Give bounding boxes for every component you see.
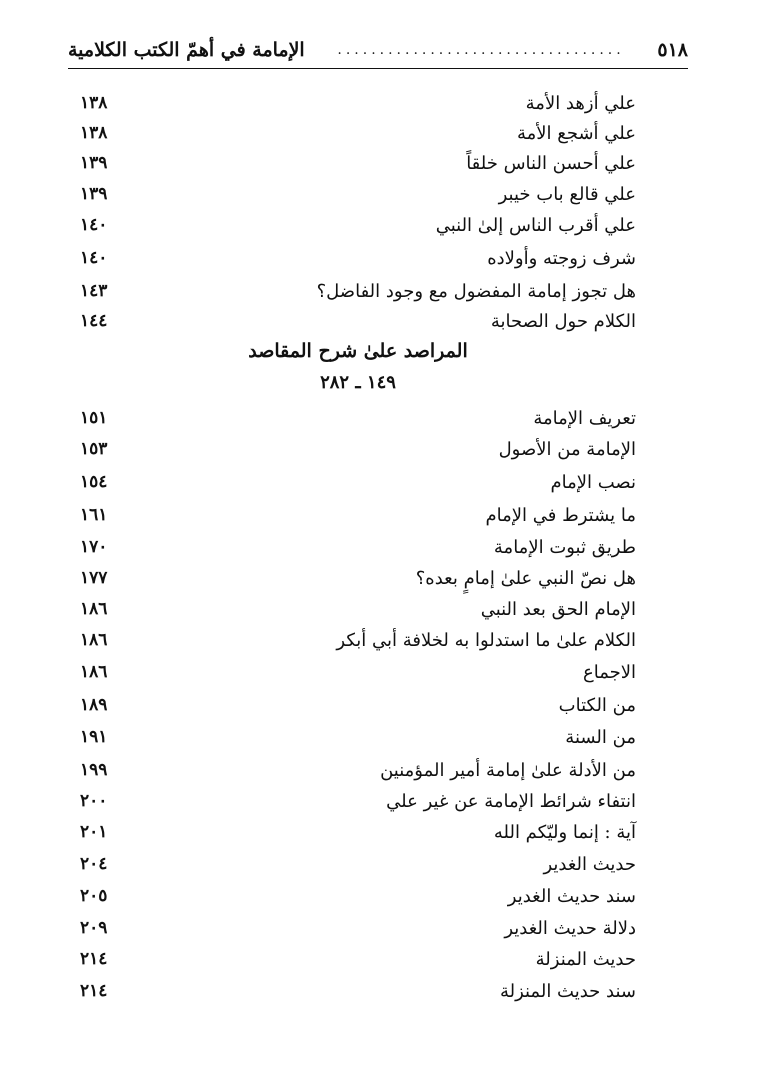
entry-title: من الكتاب	[558, 694, 636, 716]
index-entry	[80, 944, 636, 974]
entry-page: ١٨٩	[80, 695, 108, 715]
leader-dots: ..................................	[337, 42, 625, 58]
entry-page: ٢٠١	[80, 822, 108, 842]
entry-title: علي أقرب الناس إلىٰ النبي	[435, 214, 636, 236]
entry-title: من الأدلة علىٰ إمامة أمير المؤمنين	[380, 759, 636, 781]
entry-page: ١٤٣	[80, 281, 108, 301]
entry-title: علي أزهد الأمة	[525, 92, 636, 114]
entry-title: الإمام الحق بعد النبي	[480, 598, 636, 620]
index-entry	[80, 276, 636, 306]
entry-page: ١٤٠	[80, 248, 108, 268]
index-entry	[80, 500, 636, 530]
entry-title: من السنة	[565, 726, 636, 748]
entry-page: ١٣٨	[80, 123, 108, 143]
index-entry	[80, 849, 636, 879]
entry-page: ١٨٦	[80, 662, 108, 682]
entry-title: حديث المنزلة	[535, 948, 636, 970]
index-entry	[80, 881, 636, 911]
index-entry	[80, 690, 636, 720]
header-rule	[68, 68, 688, 69]
entry-page: ١٣٩	[80, 153, 108, 173]
entry-page: ١٣٨	[80, 93, 108, 113]
entry-page: ٢٠٥	[80, 886, 108, 906]
entry-title: هل تجوز إمامة المفضول مع وجود الفاضل؟	[316, 280, 636, 302]
index-entry	[80, 532, 636, 562]
index-entry	[80, 88, 636, 118]
running-header	[68, 32, 688, 68]
entry-page: ١٧٧	[80, 568, 108, 588]
index-entry	[80, 434, 636, 464]
running-title: الإمامة في أهمّ الكتب الكلامية	[68, 39, 305, 61]
index-entry	[80, 210, 636, 240]
entry-title: دلالة حديث الغدير	[504, 917, 636, 939]
entry-title: سند حديث الغدير	[507, 885, 636, 907]
entry-title: ما يشترط في الإمام	[485, 504, 636, 526]
index-entry	[80, 722, 636, 752]
index-entry	[80, 148, 636, 178]
entry-page: ٢٠٤	[80, 854, 108, 874]
index-entry	[80, 657, 636, 687]
entry-page: ٢٠٠	[80, 791, 108, 811]
entry-title: الإمامة من الأصول	[498, 438, 636, 460]
entry-page: ١٣٩	[80, 184, 108, 204]
entry-page: ١٥٤	[80, 472, 108, 492]
section-page-range: ١٤٩ ـ ٢٨٢	[320, 372, 396, 393]
index-entry	[80, 755, 636, 785]
entry-title: سند حديث المنزلة	[499, 980, 636, 1002]
entry-page: ١٦١	[80, 505, 108, 525]
entry-title: الكلام حول الصحابة	[490, 310, 636, 332]
entry-title: شرف زوجته وأولاده	[487, 247, 636, 269]
index-entry	[80, 817, 636, 847]
index-entry	[80, 594, 636, 624]
entry-page: ١٥٣	[80, 439, 108, 459]
entry-title: هل نصّ النبي علىٰ إمامٍ بعده؟	[415, 567, 636, 589]
entry-title: حديث الغدير	[543, 853, 636, 875]
entry-page: ١٨٦	[80, 599, 108, 619]
entry-page: ١٤٤	[80, 311, 108, 331]
entry-title: آية : إنما وليّكم الله	[493, 821, 636, 843]
index-entry	[80, 179, 636, 209]
entry-title: الكلام علىٰ ما استدلوا به لخلافة أبي أبكر	[336, 629, 636, 651]
entry-page: ٢١٤	[80, 981, 108, 1001]
entry-page: ١٤٠	[80, 215, 108, 235]
index-entry	[80, 786, 636, 816]
entry-title: الاجماع	[582, 661, 636, 683]
index-entry	[80, 563, 636, 593]
entry-page: ١٩١	[80, 727, 108, 747]
entry-page: ١٧٠	[80, 537, 108, 557]
index-entry	[80, 243, 636, 273]
entry-page: ٢٠٩	[80, 918, 108, 938]
entry-page: ١٨٦	[80, 630, 108, 650]
entry-page: ٢١٤	[80, 949, 108, 969]
entry-title: تعريف الإمامة	[533, 407, 636, 429]
entry-title: طريق ثبوت الإمامة	[493, 536, 636, 558]
index-entry	[80, 118, 636, 148]
index-entry	[80, 976, 636, 1006]
index-entry	[80, 403, 636, 433]
entry-page: ١٩٩	[80, 760, 108, 780]
index-entry	[80, 467, 636, 497]
section-title: المراصد علىٰ شرح المقاصد	[248, 340, 468, 362]
page-number: ٥١٨	[657, 39, 688, 61]
entry-title: نصب الإمام	[550, 471, 636, 493]
index-entry	[80, 306, 636, 336]
index-entry	[80, 625, 636, 655]
entry-title: انتفاء شرائط الإمامة عن غير علي	[386, 790, 636, 812]
entry-page: ١٥١	[80, 408, 108, 428]
entry-title: علي أحسن الناس خلقاً	[466, 152, 636, 174]
index-entry	[80, 913, 636, 943]
entry-title: علي قالع باب خيبر	[498, 183, 636, 205]
entry-title: علي أشجع الأمة	[517, 122, 636, 144]
